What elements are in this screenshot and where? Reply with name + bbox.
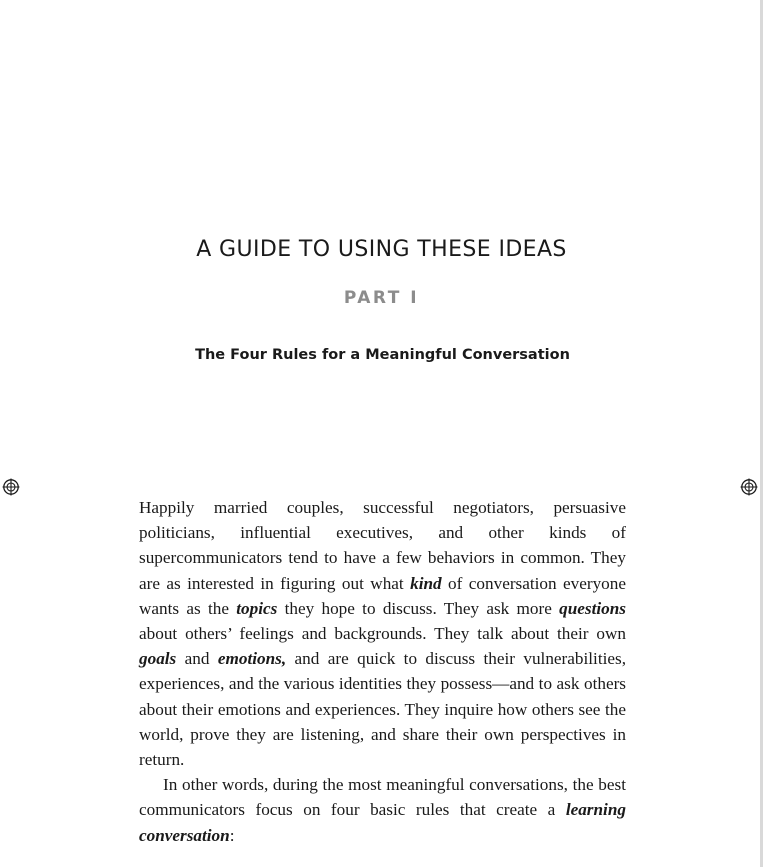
text-segment: and are quick to discuss their vulnerabilities, experiences, and the various identities they possess—and to ask others about their emotions and experiences. They inquire how others see the world, prove they are listening, and share their own perspectives in return. bbox=[139, 649, 626, 770]
text-segment: they hope to discuss. They ask more bbox=[277, 598, 560, 618]
emphasis-topics: topics bbox=[236, 598, 278, 618]
text-segment: of conversation everyone wants as the bbox=[139, 573, 626, 618]
part-subtitle: The Four Rules for a Meaningful Conversation bbox=[195, 347, 570, 363]
paragraph-1 bbox=[139, 495, 626, 772]
paragraph-2 bbox=[139, 772, 626, 848]
part-label: PART I bbox=[343, 288, 420, 308]
text-segment: In other words, during the most meaningful conversations, the best communicators focus on four basic rules that create a bbox=[139, 775, 626, 820]
emphasis-emotions: emotions, bbox=[217, 649, 287, 669]
emphasis-goals: goals bbox=[139, 649, 177, 669]
registration-mark-icon bbox=[740, 478, 758, 496]
text-segment: about others’ feelings and backgrounds. They talk about their own bbox=[139, 624, 626, 644]
text-segment: Happily married couples, successful negotiators, persuasive politicians, influential executives, and other kinds of supercommunicators tend to have a few behaviors in common. They are as interested in figuring out what bbox=[139, 498, 626, 593]
body-text bbox=[139, 495, 626, 848]
registration-mark-icon bbox=[2, 478, 20, 496]
section-heading: A GUIDE TO USING THESE IDEAS bbox=[196, 237, 567, 262]
text-segment: and bbox=[176, 649, 218, 669]
emphasis-learning-conversation: learning conversation bbox=[139, 800, 626, 845]
emphasis-kind: kind bbox=[410, 573, 442, 593]
text-segment: : bbox=[229, 825, 235, 845]
emphasis-questions: questions bbox=[559, 598, 626, 618]
